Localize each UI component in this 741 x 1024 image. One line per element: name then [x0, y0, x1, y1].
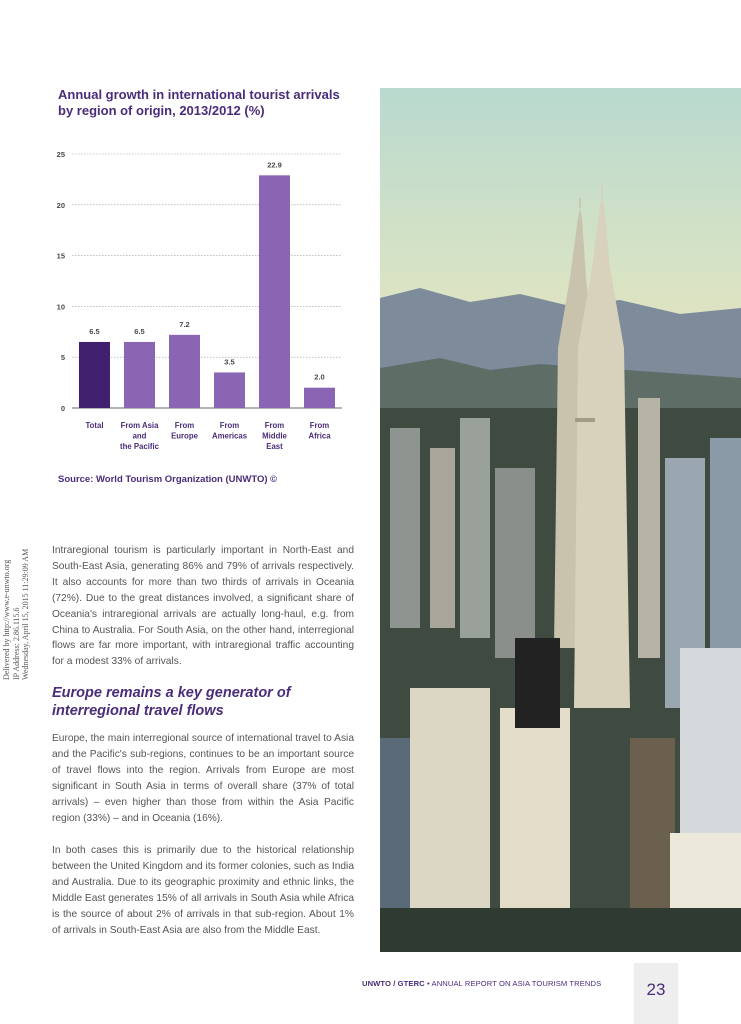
footer-separator: •: [424, 979, 432, 988]
y-tick-label: 15: [56, 251, 65, 261]
x-tick-label: Africa: [308, 431, 331, 441]
bar: [214, 372, 245, 408]
kuala-lumpur-skyline-photo: [380, 88, 741, 952]
y-tick-label: 5: [60, 353, 65, 363]
footer-report: ANNUAL REPORT ON ASIA TOURISM TRENDS: [431, 979, 602, 988]
section-heading: Europe remains a key generator of interregional travel flows: [52, 685, 291, 719]
x-tick-label: Americas: [211, 431, 248, 441]
paragraph-intraregional: Intraregional tourism is particularly important in North-East and South-East Asia, generating 86% and 79% of arrivals respectively. It also accounts for more than two thirds of arrivals in Oceania (72%). Due to the great distances involved, a significant share of Oceania's intraregional arrivals are actually long-haul, e.g. from China to Australia. For South Asia, on the other hand, interregional flows are far more important, with intraregional traffic accounting for a modest 33% of arrivals.: [52, 545, 354, 668]
x-tick-label: the Pacific: [120, 442, 159, 451]
data-label: 6.5: [89, 326, 100, 336]
y-tick-label: 0: [60, 404, 65, 413]
page-number-box: [634, 963, 678, 1024]
paragraph-historical: In both cases this is primarily due to the historical relationship between the United Kingdom and its former colonies, such as India and Australia. Due to its geographic proximity and ethnic links, the Middle East generates 15% of all arrivals in South Asia while Africa is the source of about 2% of arrivals in that sub-region. About 1% of arrivals in South-East Asia are also from the Middle East.: [52, 845, 354, 936]
bar: [124, 342, 155, 408]
paragraph-europe: Europe, the main interregional source of international travel to Asia and the Pacific's sub-regions, continues to be an important source of travel flows into the region. Arrivals from Europe are most significant in South Asia in terms of overall share (37% of total arrivals) – even higher than those from within the Asia Pacific region (33%) – and in Oceania (16%).: [52, 733, 354, 824]
x-tick-label: Middle: [262, 431, 287, 441]
bar-chart: [30, 140, 350, 470]
bar: [169, 335, 200, 408]
footer-org: UNWTO / GTERC: [362, 979, 425, 988]
data-label: 22.9: [267, 160, 282, 170]
x-tick-label: and: [132, 431, 147, 441]
x-tick-label: From: [174, 421, 195, 430]
x-tick-label: Total: [85, 421, 104, 430]
chart-source: Source: World Tourism Organization (UNWTO) ©: [58, 474, 278, 485]
data-label: 7.2: [179, 319, 190, 329]
x-tick-label: From Asia: [120, 421, 159, 430]
chart-title: Annual growth in international tourist arrivals by region of origin, 2013/2012 (%): [58, 87, 340, 118]
skyline-illustration: [380, 88, 741, 952]
delivery-note-line: IP Address: 2.86.115.6: [11, 607, 21, 680]
y-tick-label: 10: [56, 302, 65, 312]
bar: [304, 388, 335, 408]
bar: [259, 175, 290, 408]
page-number: 23: [646, 980, 666, 999]
x-tick-label: From: [219, 421, 240, 430]
delivery-note-line: Delivered by http://www.e-unwto.org: [2, 559, 11, 680]
footer-report-title: [362, 979, 601, 988]
y-tick-label: 20: [56, 200, 65, 210]
data-label: 2.0: [314, 372, 325, 382]
delivery-note: [2, 490, 31, 680]
bar-chart-svg: [30, 140, 350, 470]
delivery-note-line: Wednesday, April 15, 2015 11:29:09 AM: [21, 548, 30, 680]
x-tick-label: Europe: [171, 431, 198, 441]
x-tick-label: From: [309, 421, 330, 430]
data-label: 6.5: [134, 326, 145, 336]
x-tick-label: East: [266, 442, 283, 451]
y-tick-label: 25: [56, 150, 65, 159]
bar: [79, 342, 110, 408]
data-label: 3.5: [224, 357, 235, 367]
x-tick-label: From: [264, 421, 285, 430]
